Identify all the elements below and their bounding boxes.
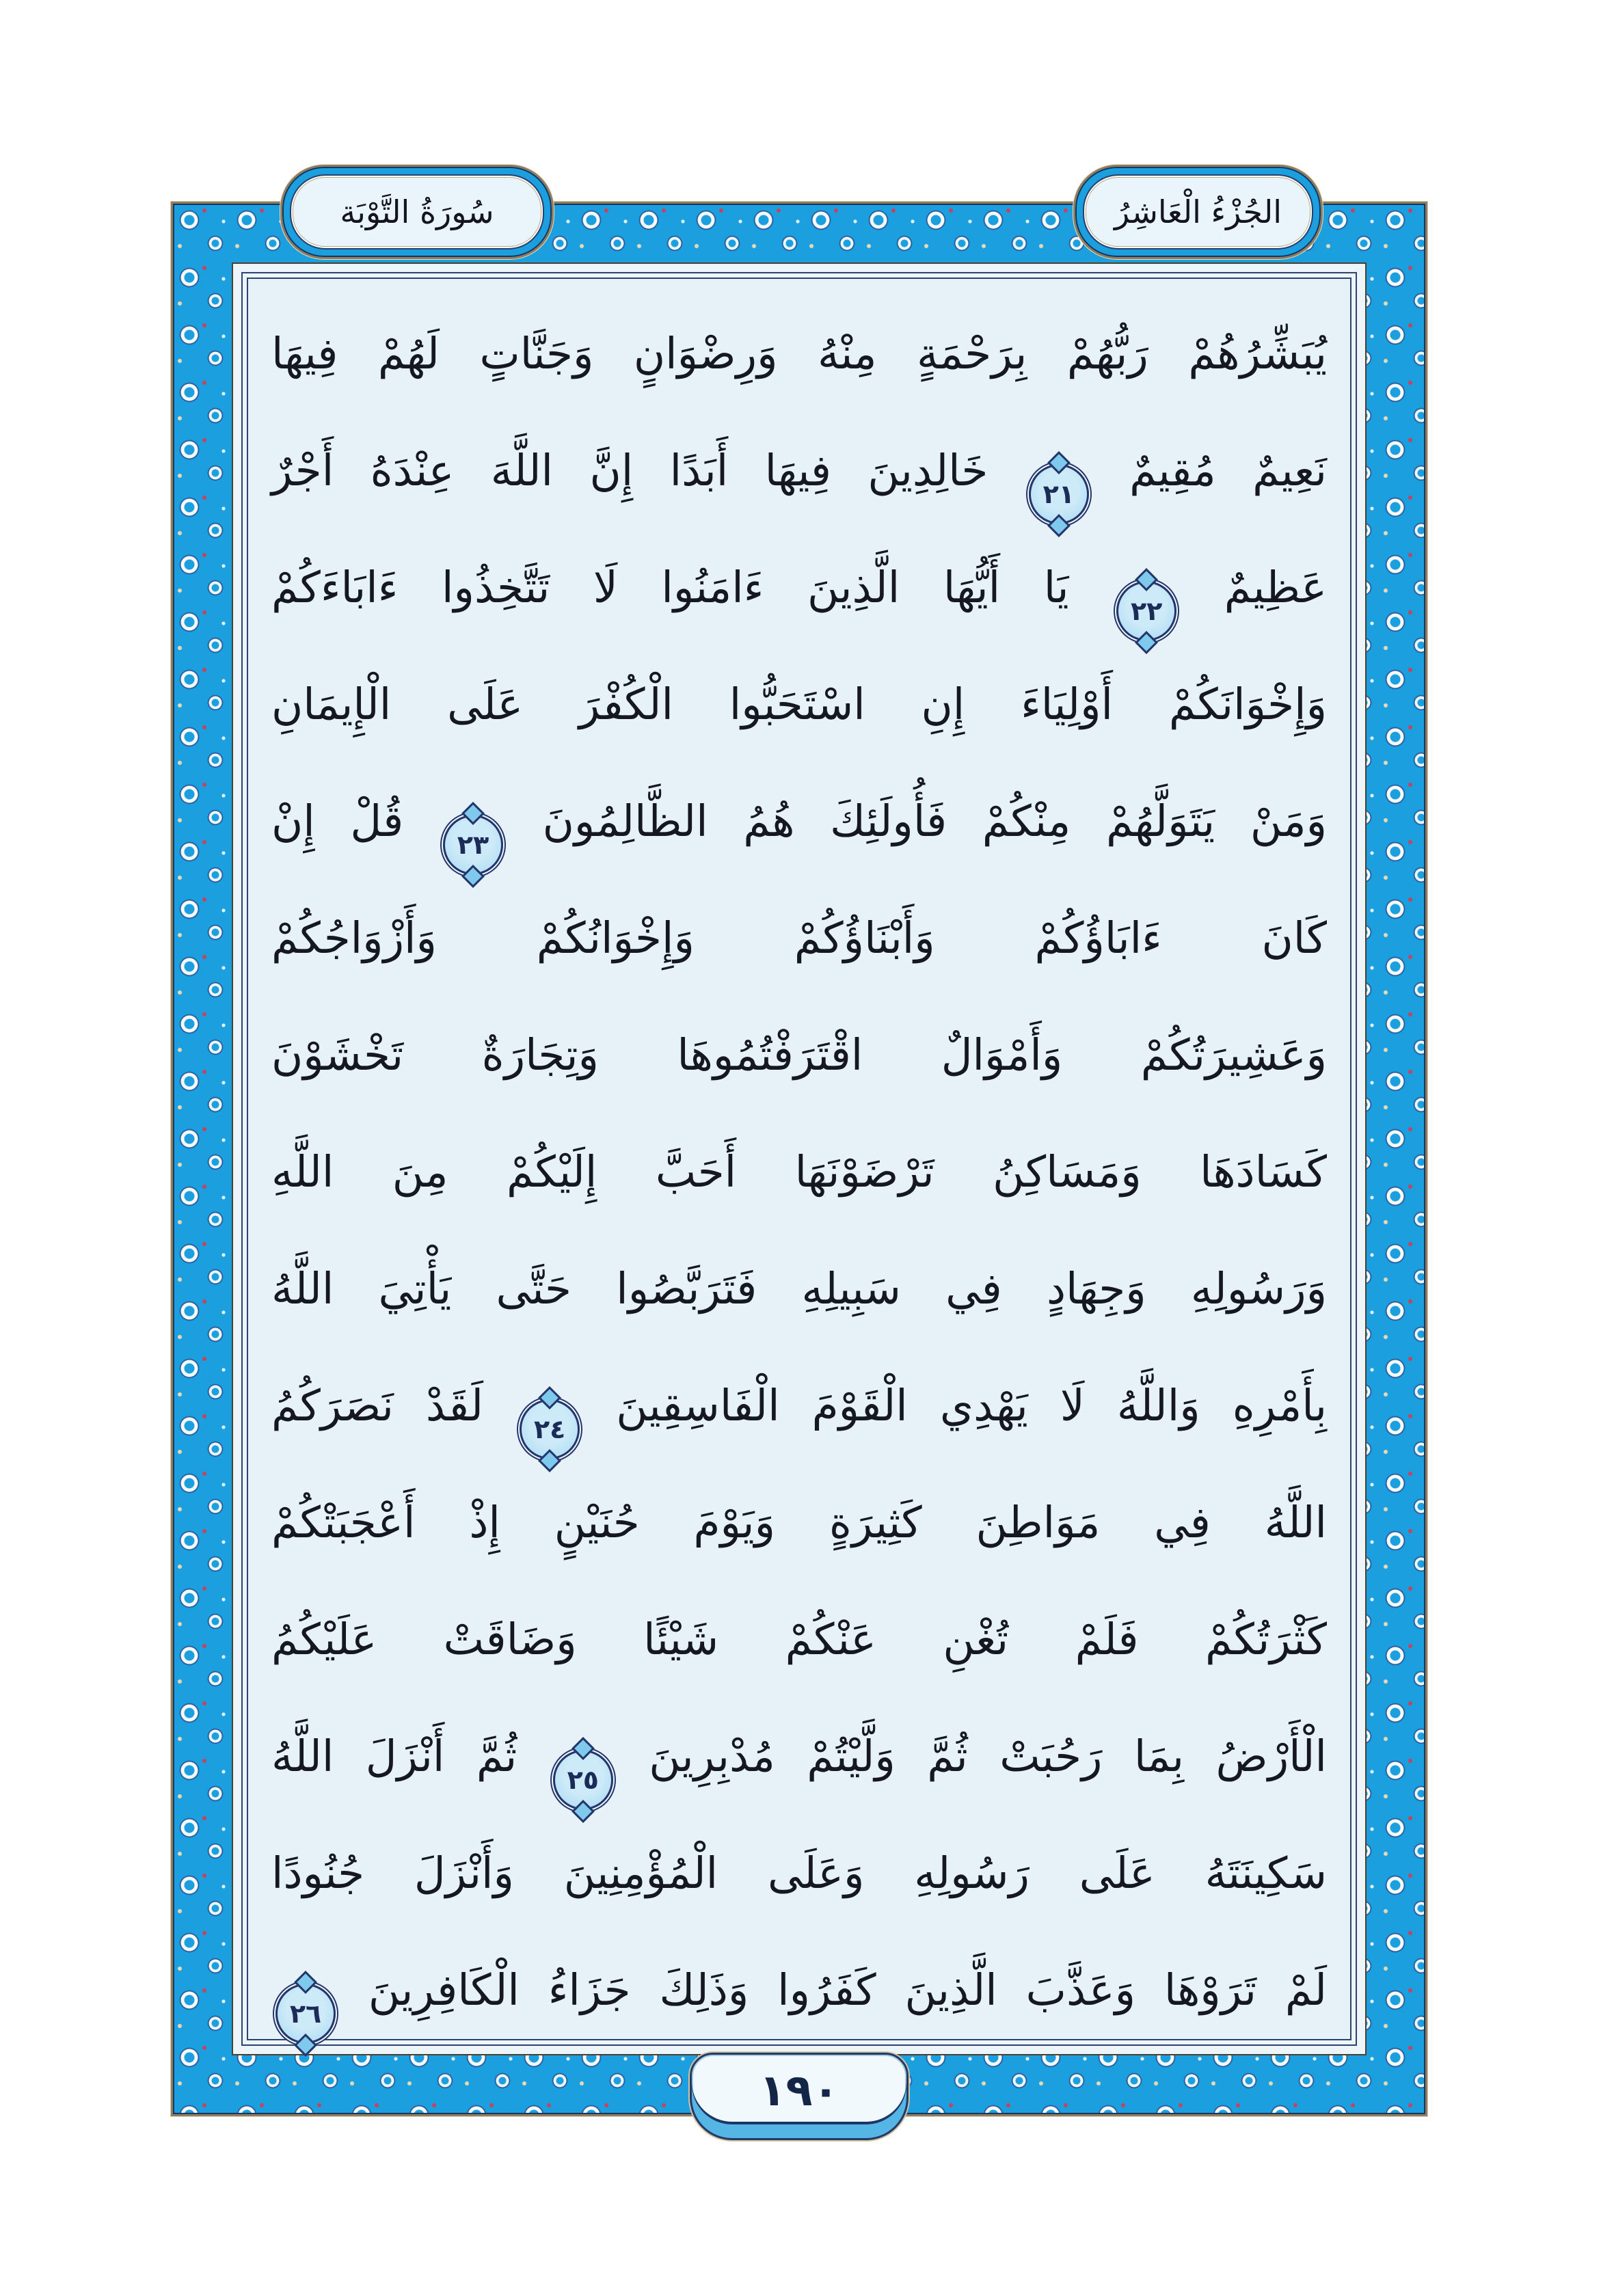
juz-name-label: الجُزْءُ الْعَاشِرُ [1083, 174, 1313, 249]
quran-line [271, 1581, 1327, 1698]
quran-text-segment: عَظِيمٌ [1224, 563, 1328, 612]
verse-number: ٢٦ [289, 1999, 322, 2029]
quran-text-segment: اللَّهُ فِي مَوَاطِنَ كَثِيرَةٍ وَيَوْمَ حُنَيْنٍ إِذْ أَعْجَبَتْكُمْ [271, 1498, 1327, 1548]
quran-text-segment: وَرَسُولِهِ وَجِهَادٍ فِي سَبِيلِهِ فَتَرَبَّصُوا حَتَّى يَأْتِيَ اللَّهُ [271, 1264, 1327, 1314]
quran-line [271, 1464, 1327, 1581]
verse-number-medallion [520, 1399, 580, 1459]
verse-number-medallion [553, 1750, 613, 1810]
quran-text-block [271, 295, 1328, 2029]
quran-text-segment: كَانَ ءَابَاؤُكُمْ وَأَبْنَاؤُكُمْ وَإِخْوَانُكُمْ وَأَزْوَاجُكُمْ [271, 913, 1327, 963]
page-number-label: ١٩٠ [759, 2066, 839, 2116]
page-number-tab [690, 2053, 909, 2140]
quran-line [271, 1230, 1327, 1347]
verse-number: ٢٥ [567, 1765, 599, 1795]
ornamental-border-frame [171, 193, 1427, 2116]
verse-number: ٢٤ [533, 1414, 566, 1444]
quran-text-segment: يُبَشِّرُهُمْ رَبُّهُمْ بِرَحْمَةٍ مِنْهُ وَرِضْوَانٍ وَجَنَّاتٍ لَهُمْ فِيهَا [271, 329, 1327, 379]
quran-line [271, 1347, 1327, 1464]
quran-line [271, 1698, 1327, 1815]
quran-line [271, 295, 1327, 412]
verse-number-medallion [443, 815, 503, 875]
outer-rule [241, 272, 1357, 2046]
quran-text-segment: ثُمَّ أَنْزَلَ اللَّهُ [271, 1731, 517, 1781]
quran-text-segment: وَمَنْ يَتَوَلَّهُمْ مِنْكُمْ فَأُولَئِكَ هُمُ الظَّالِمُونَ [542, 796, 1327, 846]
quran-text-segment: وَإِخْوَانَكُمْ أَوْلِيَاءَ إِنِ اسْتَحَبُّوا الْكُفْرَ عَلَى الْإِيمَانِ [271, 679, 1327, 729]
quran-text-segment: وَعَشِيرَتُكُمْ وَأَمْوَالٌ اقْتَرَفْتُمُوهَا وَتِجَارَةٌ تَخْشَوْنَ [271, 1030, 1327, 1080]
quran-text-segment: خَالِدِينَ فِيهَا أَبَدًا إِنَّ اللَّهَ عِنْدَهُ أَجْرٌ [271, 446, 988, 496]
quran-text-segment: نَعِيمٌ مُقِيمٌ [1129, 446, 1328, 496]
quran-text-segment: بِأَمْرِهِ وَاللَّهُ لَا يَهْدِي الْقَوْمَ الْفَاسِقِينَ [616, 1381, 1327, 1431]
quran-line [271, 646, 1327, 763]
quran-line [271, 1932, 1327, 2049]
quran-line [271, 1815, 1327, 1932]
verse-number: ٢٢ [1130, 596, 1163, 626]
verse-number-medallion [275, 1984, 336, 2044]
quran-line [271, 529, 1327, 646]
surah-name-cartouche [280, 165, 554, 259]
quran-text-segment: قُلْ إِنْ [271, 796, 404, 846]
quran-text-segment: سَكِينَتَهُ عَلَى رَسُولِهِ وَعَلَى الْمُؤْمِنِينَ وَأَنْزَلَ جُنُودًا [271, 1848, 1327, 1898]
quran-text-segment: كَثْرَتُكُمْ فَلَمْ تُغْنِ عَنْكُمْ شَيْئًا وَضَاقَتْ عَلَيْكُمُ [271, 1615, 1327, 1664]
quran-line [271, 412, 1327, 529]
quran-text-segment: كَسَادَهَا وَمَسَاكِنُ تَرْضَوْنَهَا أَحَبَّ إِلَيْكُمْ مِنَ اللَّهِ [271, 1147, 1327, 1197]
quran-text-segment: يَا أَيُّهَا الَّذِينَ ءَامَنُوا لَا تَتَّخِذُوا ءَابَاءَكُمْ [271, 563, 1069, 612]
quran-line [271, 1113, 1327, 1230]
quran-line [271, 880, 1327, 997]
inner-rule [247, 278, 1351, 2040]
juz-name-cartouche [1073, 165, 1323, 259]
quran-text-segment: لَقَدْ نَصَرَكُمُ [271, 1381, 484, 1431]
surah-name-label: سُورَةُ التَّوْبَة [290, 174, 544, 249]
quran-line [271, 763, 1327, 880]
verse-number-medallion [1116, 581, 1176, 641]
verse-number: ٢١ [1042, 479, 1075, 509]
quran-line [271, 997, 1327, 1113]
quran-text-segment: لَمْ تَرَوْهَا وَعَذَّبَ الَّذِينَ كَفَرُوا وَذَلِكَ جَزَاءُ الْكَافِرِينَ [368, 1965, 1328, 2015]
text-panel [232, 262, 1367, 2055]
quran-text-segment: الْأَرْضُ بِمَا رَحُبَتْ ثُمَّ وَلَّيْتُمْ مُدْبِرِينَ [649, 1731, 1328, 1781]
verse-number: ٢٣ [457, 830, 489, 860]
verse-number-medallion [1029, 464, 1089, 524]
